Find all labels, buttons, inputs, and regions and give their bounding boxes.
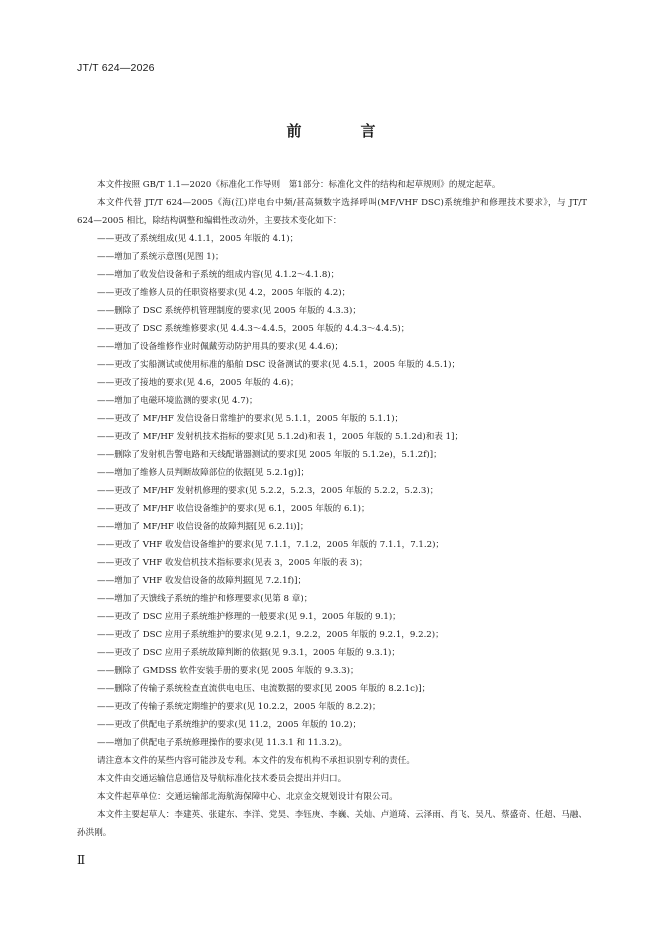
change-item: ——增加了天馈线子系统的维护和修理要求(见第 8 章)；	[97, 594, 313, 604]
change-item: ——更改了 DSC 系统维修要求(见 4.4.3～4.4.5，2005 年版的 4.4.3～4.4.5)；	[97, 324, 410, 334]
closing-paragraph: 本文件由交通运输信息通信及导航标准化技术委员会提出并归口。	[97, 774, 347, 784]
closing-paragraphs	[77, 752, 587, 842]
change-item: ——删除了 DSC 系统停机管理制度的要求(见 2005 年版的 4.3.3)；	[97, 306, 361, 316]
change-item: ——更改了 MF/HF 发射机技术指标的要求[见 5.1.2d)和表 1，2005 年版的 5.1.2d)和表 1]；	[97, 432, 464, 442]
closing-paragraph: 本文件主要起草人：李建英、张建东、李洋、党昊、李钰庚、李巍、关灿、卢道琦、云泽雨、肖飞、吴凡、蔡盛奇、任超、马融、孙洪刚。	[77, 810, 587, 838]
change-item: ——增加了系统示意图(见图 1)；	[97, 252, 224, 262]
change-item: ——删除了发射机告警电路和天线配谐器测试的要求[见 2005 年版的 5.1.2e)，5.1.2f)]；	[97, 450, 442, 460]
change-item: ——增加了维修人员判断故障部位的依据[见 5.2.1g)]；	[97, 468, 310, 478]
changes-list	[77, 230, 587, 752]
change-item: ——更改了 MF/HF 发信设备日常维护的要求(见 5.1.1，2005 年版的 5.1.1)；	[97, 414, 404, 424]
change-item: ——更改了 MF/HF 收信设备维护的要求(见 6.1，2005 年版的 6.1)；	[97, 504, 370, 514]
change-item: ——更改了 VHF 收发信设备维护的要求(见 7.1.1，7.1.2，2005 年版的 7.1.1，7.1.2)；	[97, 540, 445, 550]
change-item: ——更改了接地的要求(见 4.6，2005 年版的 4.6)；	[97, 378, 299, 388]
closing-paragraph: 本文件起草单位：交通运输部北海航海保障中心、北京金交规划设计有限公司。	[97, 792, 398, 802]
change-item: ——更改了 VHF 收发信机技术指标要求(见表 3，2005 年版的表 3)；	[97, 558, 368, 568]
foreword-body	[77, 176, 587, 842]
change-item: ——更改了系统组成(见 4.1.1，2005 年版的 4.1)；	[97, 234, 299, 244]
change-item: ——更改了 MF/HF 发射机修理的要求(见 5.2.2，5.2.3，2005 年版的 5.2.2，5.2.3)；	[97, 486, 439, 496]
change-item: ——增加了供配电子系统修理操作的要求(见 11.3.1 和 11.3.2)。	[97, 738, 348, 748]
change-item: ——删除了 GMDSS 软件安装手册的要求(见 2005 年版的 9.3.3)；	[97, 666, 359, 676]
change-item: ——更改了供配电子系统维护的要求(见 11.2，2005 年版的 10.2)；	[97, 720, 362, 730]
change-item: ——增加了电磁环境监测的要求(见 4.7)；	[97, 396, 258, 406]
change-item: ——增加了 VHF 收发信设备的故障判据[见 7.2.1f)]；	[97, 576, 307, 586]
change-item: ——更改了实船测试或使用标准的船舶 DSC 设备测试的要求(见 4.5.1，2005 年版的 4.5.1)；	[97, 360, 461, 370]
change-item: ——更改了 DSC 应用子系统维护修理的一般要求(见 9.1，2005 年版的 9.1)；	[97, 612, 401, 622]
intro-paragraph: 本文件按照 GB/T 1.1—2020《标准化工作导则 第1部分：标准化文件的结构和起草规则》的规定起草。	[97, 180, 501, 190]
change-item: ——删除了传输子系统检查直流供电电压、电流数据的要求[见 2005 年版的 8.2.1c)]；	[97, 684, 431, 694]
change-item: ——增加了 MF/HF 收信设备的故障判据[见 6.2.1i)]；	[97, 522, 309, 532]
change-item: ——增加了设备维修作业时佩戴劳动防护用具的要求(见 4.4.6)；	[97, 342, 344, 352]
change-item: ——更改了维修人员的任职资格要求(见 4.2，2005 年版的 4.2)；	[97, 288, 351, 298]
closing-paragraph: 请注意本文件的某些内容可能涉及专利。本文件的发布机构不承担识别专利的责任。	[97, 756, 415, 766]
change-item: ——更改了 DSC 应用子系统维护的要求(见 9.2.1，9.2.2，2005 年版的 9.2.1，9.2.2)；	[97, 630, 444, 640]
document-code: JT/T 624—2026	[77, 62, 155, 74]
change-item: ——更改了传输子系统定期维护的要求(见 10.2.2，2005 年版的 8.2.2)；	[97, 702, 381, 712]
change-item: ——增加了收发信设备和子系统的组成内容(见 4.1.2～4.1.8)；	[97, 270, 340, 280]
page-title: 前 言	[286, 122, 398, 140]
change-item: ——更改了 DSC 应用子系统故障判断的依据(见 9.3.1，2005 年版的 9.3.1)；	[97, 648, 400, 658]
intro-paragraph: 本文件代替 JT/T 624—2005《海(江)岸电台中频/甚高频数字选择呼叫(MF/VHF DSC)系统维护和修理技术要求》，与 JT/T 624—2005 相比，除结构调整和编辑性改动外，主要技术变化如下：	[77, 198, 587, 226]
page-number: Ⅱ	[77, 853, 86, 867]
